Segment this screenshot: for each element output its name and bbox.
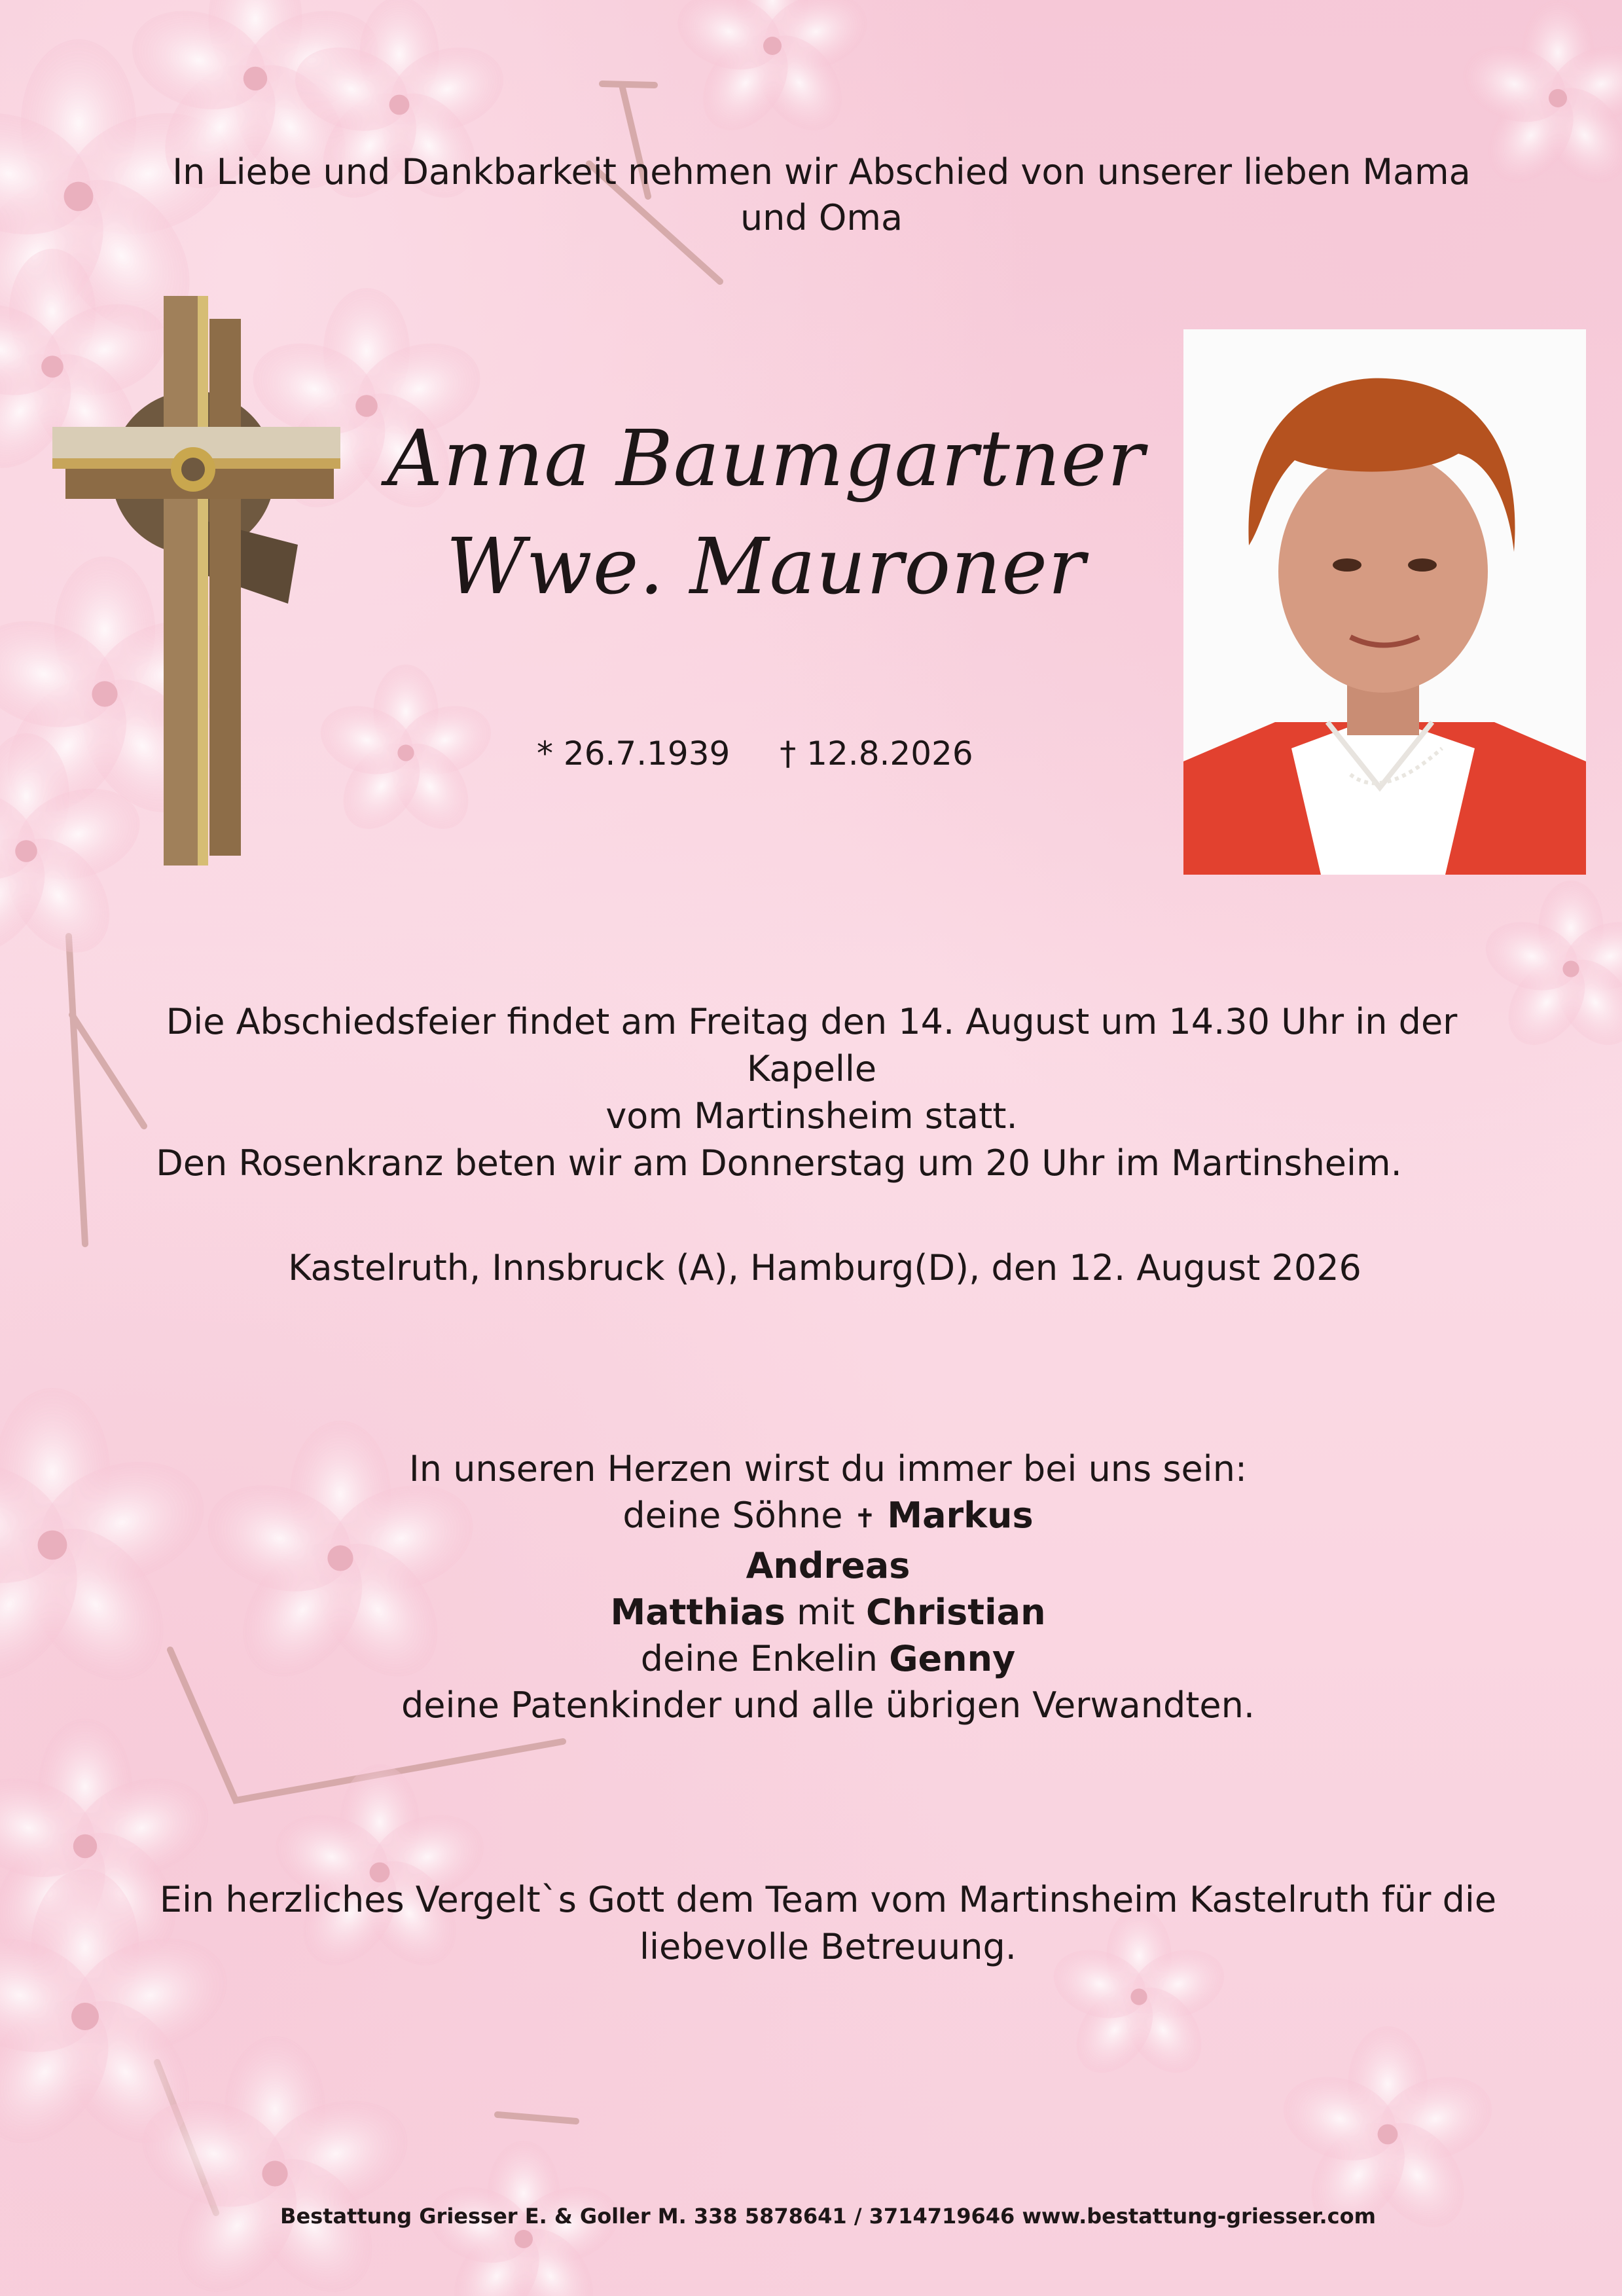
- family-sons-row: [196, 1492, 1460, 1542]
- son-name: Matthias: [610, 1592, 785, 1633]
- family-son-partner-row: [196, 1589, 1460, 1635]
- grandchild-name: Genny: [889, 1638, 1016, 1679]
- thanks-text: [131, 1876, 1525, 1971]
- son-name: Andreas: [746, 1545, 910, 1586]
- intro-line-2: und Oma: [740, 197, 903, 238]
- birth-date: * 26.7.1939: [537, 735, 730, 773]
- partner-name: Christian: [865, 1592, 1046, 1633]
- ceremony-line-2: vom Martinsheim statt.: [605, 1095, 1018, 1137]
- deceased-name-line-2: Wwe. Mauroner: [446, 521, 1086, 611]
- place-and-date: Kastelruth, Innsbruck (A), Hamburg(D), den 12. August 2026: [288, 1247, 1361, 1288]
- ceremony-line-1: Die Abschiedsfeier findet am Freitag den 14. August um 14.30 Uhr in der Kapelle: [166, 1001, 1458, 1089]
- cross-icon: [52, 296, 347, 866]
- death-date: † 12.8.2026: [780, 735, 973, 773]
- family-intro: In unseren Herzen wirst du immer bei uns sein:: [408, 1448, 1248, 1489]
- ceremony-line-3: Den Rosenkranz beten wir am Donnerstag um 20 Uhr im Martinsheim.: [156, 1142, 1402, 1184]
- family-others: deine Patenkinder und alle übrigen Verwandten.: [401, 1685, 1255, 1726]
- intro-text: [170, 149, 1473, 241]
- life-dates: [537, 735, 1013, 773]
- sons-label: deine Söhne: [622, 1495, 843, 1536]
- son-name: Markus: [887, 1495, 1034, 1536]
- thanks-line-1: Ein herzliches Vergelt`s Gott dem Team vom Martinsheim Kastelruth für die: [159, 1879, 1497, 1920]
- small-cross-icon: ✝: [854, 1504, 876, 1534]
- grandchild-label: deine Enkelin: [640, 1638, 878, 1679]
- portrait-photo: [1183, 329, 1586, 875]
- family-list: [196, 1446, 1460, 1728]
- thanks-line-2: liebevolle Betreuung.: [640, 1926, 1017, 1967]
- family-grandchild-row: [196, 1635, 1460, 1682]
- with-word: mit: [797, 1592, 855, 1633]
- intro-line-1: In Liebe und Dankbarkeit nehmen wir Abschied von unserer lieben Mama: [172, 151, 1471, 192]
- ceremony-info: [131, 998, 1492, 1187]
- funeral-home-footer: Bestattung Griesser E. & Goller M. 338 5878641 / 3714719646 www.bestattung-griesser.com: [280, 2204, 1376, 2229]
- deceased-name-line-1: Anna Baumgartner: [387, 413, 1145, 503]
- portrait-image: [1183, 329, 1586, 875]
